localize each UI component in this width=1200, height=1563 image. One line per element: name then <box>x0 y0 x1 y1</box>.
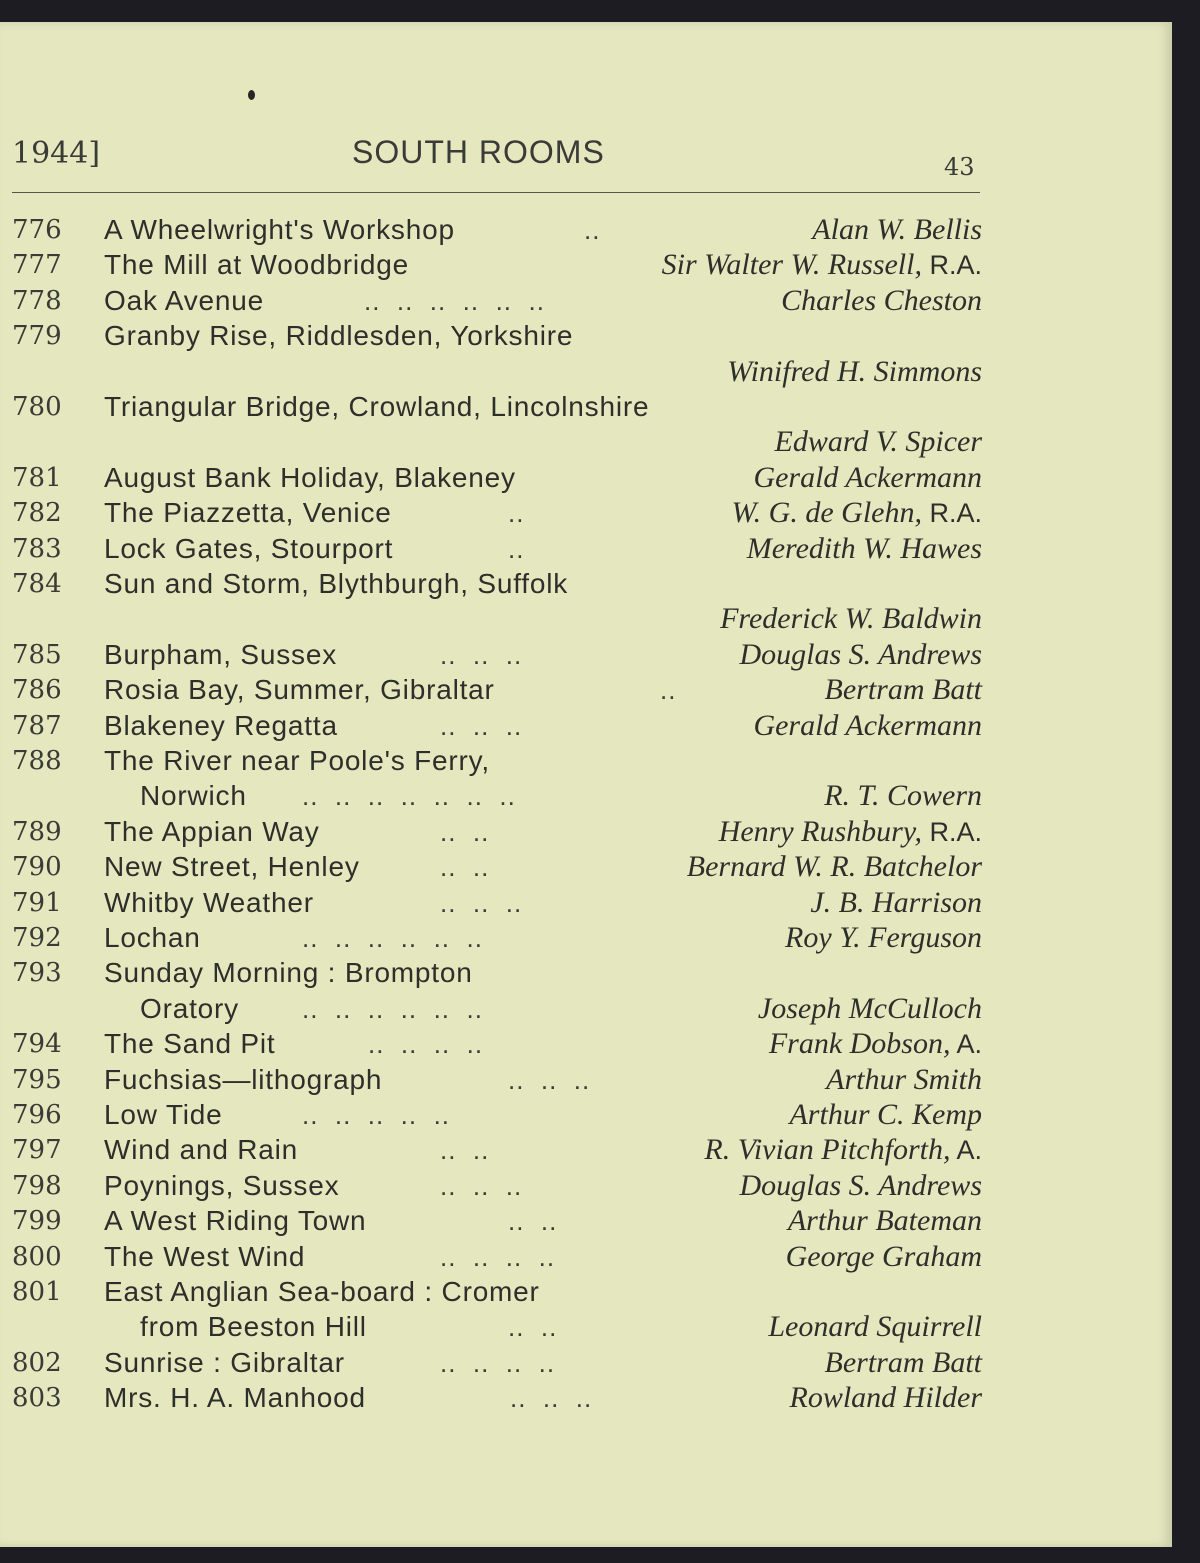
catalogue-line <box>0 1380 1172 1416</box>
entry-title: Oratory <box>140 992 239 1024</box>
leader-dots: .. .. .. <box>508 1064 591 1095</box>
catalogue-line <box>0 778 1172 814</box>
ink-speck <box>248 90 255 100</box>
entry-title: Sunday Morning : Brompton <box>104 957 473 989</box>
entry-number: 780 <box>12 392 62 422</box>
entry-title: The Sand Pit <box>104 1028 276 1060</box>
entry-title: Blakeney Regatta <box>104 709 338 741</box>
catalogue-line <box>0 1026 1172 1062</box>
leader-dots: .. .. .. .. .. .. <box>302 993 483 1024</box>
catalogue-line <box>0 1097 1172 1133</box>
entry-artist: Meredith W. Hawes <box>746 531 982 565</box>
entry-number: 801 <box>12 1277 62 1307</box>
entry-number: 792 <box>12 923 62 953</box>
catalogue-line <box>0 708 1172 744</box>
entry-title: Rosia Bay, Summer, Gibraltar <box>104 674 495 706</box>
entry-number: 789 <box>12 816 62 847</box>
entry-title: The Piazzetta, Venice <box>104 497 392 529</box>
artist-distinction: A. <box>950 1135 982 1166</box>
entry-number: 782 <box>12 498 62 529</box>
entry-title: Triangular Bridge, Crowland, Lincolnshire <box>104 391 650 422</box>
entry-number: 796 <box>12 1100 62 1130</box>
entry-number: 777 <box>12 250 62 281</box>
entry-number: 786 <box>12 675 62 706</box>
catalogue-line <box>0 460 1172 496</box>
catalogue-line <box>0 212 1172 248</box>
page-number: 43 <box>944 153 975 181</box>
entry-title: Granby Rise, Riddlesden, Yorkshire <box>104 320 574 352</box>
entry-number: 790 <box>12 852 62 883</box>
entry-title: New Street, Henley <box>104 851 360 883</box>
leader-dots: .. .. .. <box>440 639 523 670</box>
entry-artist: Roy Y. Ferguson <box>785 921 982 954</box>
entry-title: The West Wind <box>104 1240 306 1272</box>
catalogue-line <box>0 566 1172 602</box>
catalogue-line <box>0 814 1172 850</box>
entry-title: The Appian Way <box>104 815 320 847</box>
entry-number: 785 <box>12 639 62 670</box>
leader-dots: .. .. .. <box>440 1170 523 1201</box>
entry-title: Mrs. H. A. Manhood <box>104 1382 366 1414</box>
entry-artist: Gerald Ackermann <box>753 708 982 742</box>
artist-distinction: R.A. <box>921 250 982 281</box>
entry-number: 802 <box>12 1347 62 1378</box>
entry-number: 783 <box>12 533 62 564</box>
catalogue-line <box>0 1345 1172 1381</box>
entry-number: 795 <box>12 1064 62 1095</box>
catalogue-line <box>0 955 1172 991</box>
entry-title: Fuchsias—lithograph <box>104 1063 383 1095</box>
leader-dots: .. .. .. .. .. <box>302 1100 451 1130</box>
entry-title: Whitby Weather <box>104 886 314 918</box>
catalogue-line <box>0 1132 1172 1168</box>
entry-title: East Anglian Sea-board : Cromer <box>104 1276 540 1307</box>
entry-artist: Henry Rushbury, R.A. <box>718 814 982 848</box>
entry-artist: Arthur Bateman <box>787 1204 982 1238</box>
catalogue-line <box>0 920 1172 956</box>
entry-number: 803 <box>12 1383 62 1414</box>
leader-dots: .. .. .. .. .. .. <box>364 285 545 316</box>
catalogue-line <box>0 495 1172 531</box>
entry-artist: Rowland Hilder <box>789 1381 982 1415</box>
catalogue-line <box>0 283 1172 319</box>
leader-dots: .. .. .. <box>510 1383 593 1414</box>
entry-title: A West Riding Town <box>104 1205 367 1237</box>
catalogue-line <box>0 1309 1172 1345</box>
entry-artist: Charles Cheston <box>781 283 982 317</box>
catalogue-line <box>0 1203 1172 1239</box>
entry-number: 794 <box>12 1029 62 1060</box>
entry-title: Wind and Rain <box>104 1134 299 1166</box>
artist-distinction: R.A. <box>921 816 982 847</box>
leader-dots: .. .. .. .. .. .. <box>302 923 483 953</box>
leader-dots: .. .. <box>440 852 490 883</box>
entry-number: 797 <box>12 1135 62 1166</box>
entry-artist: Bernard W. R. Batchelor <box>686 850 982 884</box>
catalogue-line <box>0 743 1172 779</box>
entry-number: 779 <box>12 321 62 352</box>
entry-title: Norwich <box>140 780 247 812</box>
entry-artist: Bertram Batt <box>824 673 982 707</box>
entry-number: 788 <box>12 746 62 776</box>
entry-artist: J. B. Harrison <box>810 885 982 919</box>
entry-number: 791 <box>12 887 62 918</box>
entry-artist: Leonard Squirrell <box>768 1310 982 1344</box>
header-rule <box>12 192 980 193</box>
catalogue-line <box>0 672 1172 708</box>
entry-title: Burpham, Sussex <box>104 638 337 670</box>
entry-number: 778 <box>12 285 62 316</box>
entry-artist: R. Vivian Pitchforth, A. <box>704 1133 982 1167</box>
leader-dots: .. <box>508 498 525 529</box>
entry-title: Low Tide <box>104 1099 223 1130</box>
leader-dots: .. .. .. .. <box>440 1241 556 1272</box>
catalogue-line <box>0 389 1172 425</box>
leader-dots: .. .. .. <box>440 887 523 918</box>
entry-number: 784 <box>12 569 62 599</box>
leader-dots: .. .. <box>440 816 490 847</box>
entry-artist: Douglas S. Andrews <box>739 1168 982 1202</box>
entry-artist: Bertram Batt <box>824 1345 982 1379</box>
leader-dots: .. <box>584 215 601 245</box>
entry-artist: R. T. Cowern <box>824 779 982 813</box>
entry-number: 799 <box>12 1206 62 1237</box>
leader-dots: .. .. <box>508 1312 558 1343</box>
entry-artist: Arthur C. Kemp <box>789 1098 982 1131</box>
page-title: SOUTH ROOMS <box>352 134 605 170</box>
page-edge <box>1172 30 1200 1563</box>
entry-artist: Edward V. Spicer <box>774 425 982 459</box>
entry-artist: George Graham <box>785 1239 982 1273</box>
entry-artist: Alan W. Bellis <box>812 213 982 246</box>
entry-number: 787 <box>12 710 62 741</box>
leader-dots: .. .. .. <box>440 710 523 741</box>
entry-title: August Bank Holiday, Blakeney <box>104 461 516 493</box>
entry-artist: Winifred H. Simmons <box>727 354 982 388</box>
entry-title: The Mill at Woodbridge <box>104 249 409 281</box>
catalogue-line <box>0 247 1172 283</box>
entry-artist: Gerald Ackermann <box>753 460 982 494</box>
entry-number: 781 <box>12 462 62 493</box>
entry-number: 800 <box>12 1241 62 1272</box>
entry-title: Poynings, Sussex <box>104 1169 340 1201</box>
catalogue-line <box>0 1274 1172 1310</box>
entry-title: A Wheelwright's Workshop <box>104 214 455 245</box>
header-year: 1944] <box>12 136 101 171</box>
leader-dots: .. .. <box>508 1206 558 1237</box>
catalogue-line <box>0 601 1172 637</box>
entry-artist: Frank Dobson, A. <box>768 1027 982 1061</box>
catalogue-line <box>0 1062 1172 1098</box>
entry-title: The River near Poole's Ferry, <box>104 745 490 776</box>
leader-dots: .. .. .. .. .. .. .. <box>302 781 516 812</box>
leader-dots: .. <box>660 675 677 706</box>
entry-number: 798 <box>12 1170 62 1201</box>
leader-dots: .. .. .. .. <box>440 1347 556 1378</box>
leader-dots: .. .. .. .. <box>368 1029 484 1060</box>
entry-artist: Joseph McCulloch <box>757 991 982 1025</box>
catalogue-line <box>0 1239 1172 1275</box>
entry-artist: W. G. de Glehn, R.A. <box>731 496 982 530</box>
entry-title: from Beeston Hill <box>140 1311 367 1343</box>
catalogue-line <box>0 318 1172 354</box>
catalogue-line <box>0 354 1172 390</box>
catalogue-line <box>0 991 1172 1027</box>
leader-dots: .. <box>508 533 525 564</box>
artist-distinction: R.A. <box>921 498 982 529</box>
entry-title: Sun and Storm, Blythburgh, Suffolk <box>104 568 569 599</box>
leader-dots: .. .. <box>440 1135 490 1166</box>
entry-title: Sunrise : Gibraltar <box>104 1346 345 1378</box>
artist-distinction: A. <box>950 1029 982 1060</box>
catalogue-line <box>0 424 1172 460</box>
entry-title: Lock Gates, Stourport <box>104 532 394 564</box>
catalogue-line <box>0 637 1172 673</box>
catalogue-line <box>0 885 1172 921</box>
entry-artist: Arthur Smith <box>826 1062 982 1096</box>
entry-artist: Sir Walter W. Russell, R.A. <box>661 248 982 282</box>
entry-number: 776 <box>12 215 62 245</box>
catalogue-line <box>0 531 1172 567</box>
catalogue-line <box>0 1168 1172 1204</box>
entry-artist: Frederick W. Baldwin <box>720 602 982 636</box>
entry-artist: Douglas S. Andrews <box>739 637 982 671</box>
entry-title: Lochan <box>104 922 201 953</box>
entry-number: 793 <box>12 958 62 989</box>
entry-title: Oak Avenue <box>104 284 265 316</box>
catalogue-line <box>0 849 1172 885</box>
